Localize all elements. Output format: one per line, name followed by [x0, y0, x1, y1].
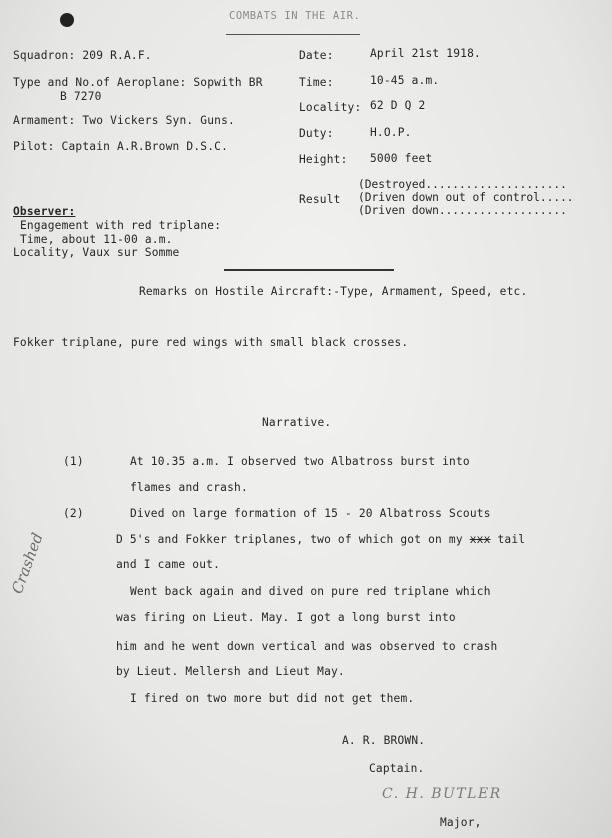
paragraph-2-line-3: him and he went down vertical and was observed to crash [116, 640, 498, 653]
remarks-text: Fokker triplane, pure red wings with small black crosses. [13, 336, 409, 349]
engagement-line-2: Time, about 11-00 a.m. [20, 233, 173, 246]
item-2-line-3: and I came out. [116, 558, 221, 571]
cosigner-handwritten-signature: C. H. BUTLER [382, 786, 502, 802]
result-options [358, 178, 574, 217]
section-rule [224, 269, 394, 271]
time-label: Time: [299, 76, 334, 89]
engagement-line-3: Locality, Vaux sur Somme [13, 246, 180, 259]
item-2-line-2 [116, 533, 525, 546]
narrative-heading: Narrative. [262, 416, 332, 429]
result-destroyed: (Destroyed..................... [358, 178, 567, 191]
item-1-line-2: flames and crash. [130, 481, 248, 494]
paragraph-2-line-4: by Lieut. Mellersh and Lieut May. [116, 665, 345, 678]
result-out-of-control: (Driven down out of control..... [358, 191, 574, 204]
paragraph-2-line-2: was firing on Lieut. May. I got a long burst into [116, 611, 456, 624]
item-2-number: (2) [63, 507, 84, 520]
squadron-line: Squadron: 209 R.A.F. [13, 49, 152, 62]
time-value: 10-45 a.m. [370, 74, 440, 87]
height-label: Height: [299, 153, 348, 166]
signature-name: A. R. BROWN. [342, 734, 426, 747]
result-driven-down: (Driven down................... [358, 204, 567, 217]
margin-handwritten-note: Crashed [8, 530, 47, 597]
item-1-line-1: At 10.35 a.m. I observed two Albatross burst into [130, 455, 470, 468]
date-value: April 21st 1918. [370, 47, 481, 60]
remarks-heading: Remarks on Hostile Aircraft:-Type, Armament, Speed, etc. [139, 285, 528, 298]
punch-hole [60, 13, 74, 27]
struck-out-text: xxx [469, 533, 491, 546]
aeroplane-type-line: Type and No.of Aeroplane: Sopwith BR [13, 76, 263, 89]
result-label: Result [299, 193, 341, 206]
engagement-line-1: Engagement with red triplane: [20, 219, 222, 232]
height-value: 5000 feet [370, 152, 433, 165]
item-2-line-1: Dived on large formation of 15 - 20 Albatross Scouts [130, 507, 491, 520]
signature-rank: Captain. [369, 762, 425, 775]
locality-value: 62 D Q 2 [370, 99, 426, 112]
aeroplane-number: B 7270 [60, 90, 102, 103]
title-rule [226, 34, 360, 35]
item-1-number: (1) [63, 455, 84, 468]
cosigner-rank: Major, [440, 816, 482, 829]
date-label: Date: [299, 49, 334, 62]
locality-label: Locality: [299, 101, 362, 114]
item-2-line-2-end: tail [497, 533, 526, 546]
armament-line: Armament: Two Vickers Syn. Guns. [13, 114, 235, 127]
pilot-line: Pilot: Captain A.R.Brown D.S.C. [13, 140, 228, 153]
duty-label: Duty: [299, 127, 334, 140]
observer-label-text: Observer: [13, 205, 76, 218]
document-title: COMBATS IN THE AIR. [229, 10, 361, 22]
paragraph-3-line-1: I fired on two more but did not get them. [130, 692, 415, 705]
item-2-line-2-start: D 5's and Fokker triplanes, two of which got on my [116, 533, 463, 546]
observer-label [13, 205, 75, 218]
paragraph-2-line-1: Went back again and dived on pure red triplane which [130, 585, 491, 598]
duty-value: H.O.P. [370, 126, 412, 139]
